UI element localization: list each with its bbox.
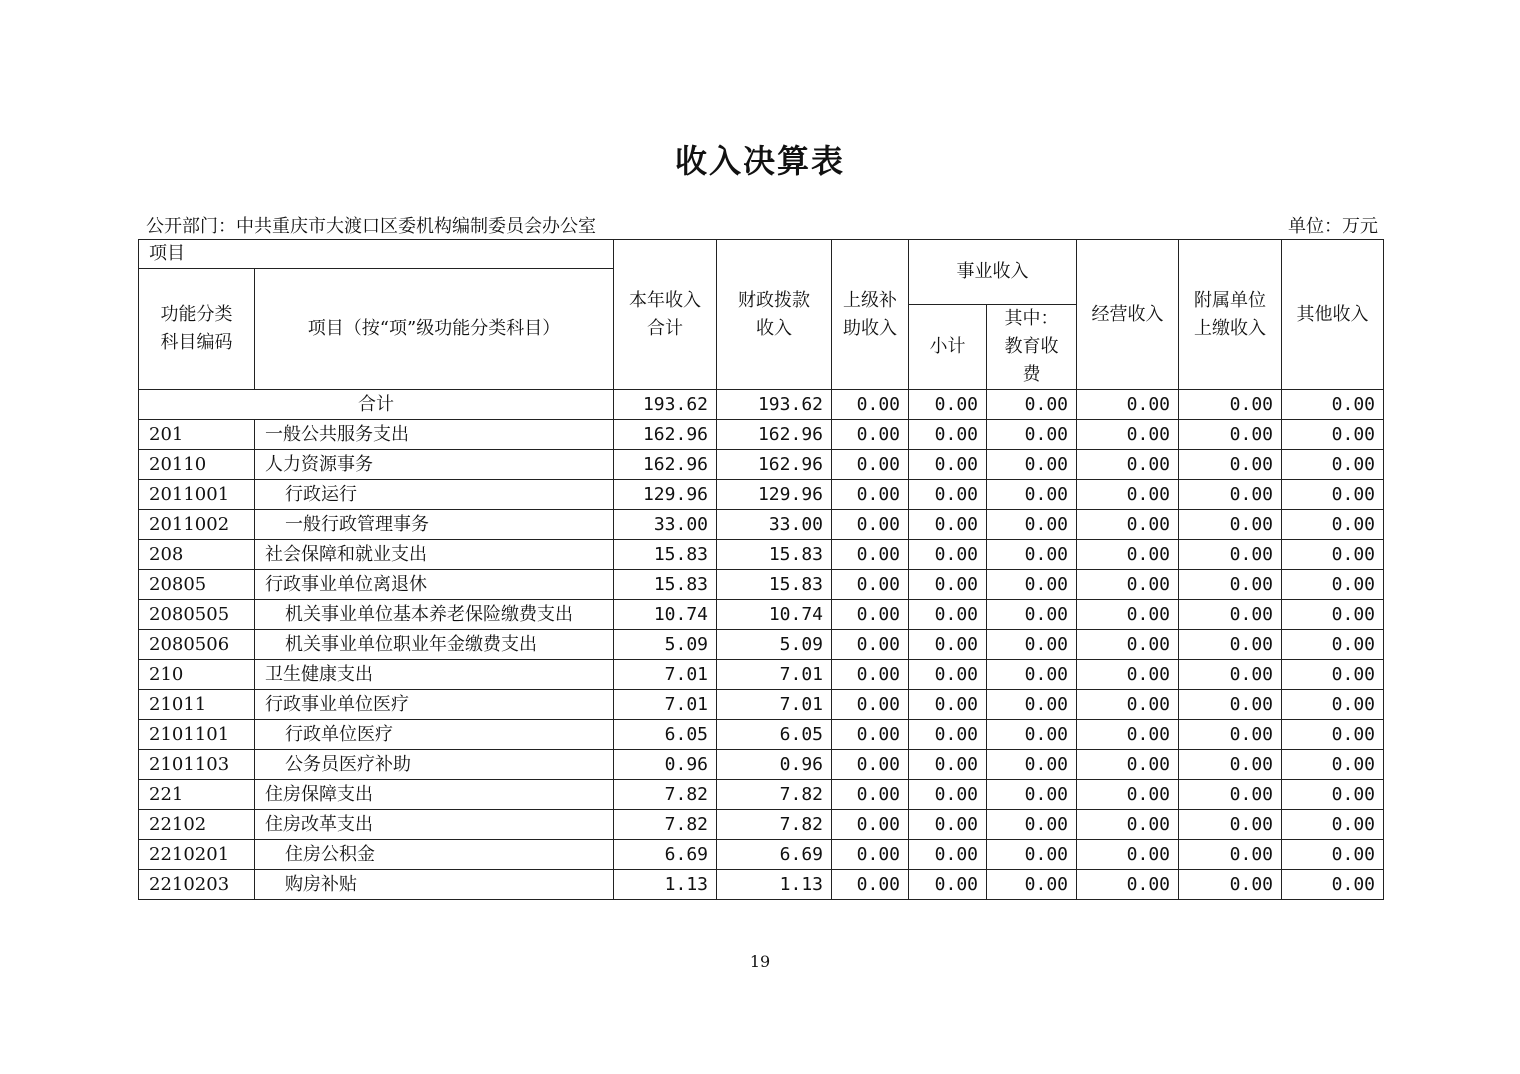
row-value: 0.00	[909, 630, 987, 660]
total-cell: 0.00	[987, 390, 1077, 420]
row-code: 210	[139, 660, 255, 690]
row-value: 0.00	[987, 540, 1077, 570]
row-code: 201	[139, 420, 255, 450]
row-value: 7.82	[614, 780, 717, 810]
row-value: 0.00	[909, 690, 987, 720]
row-value: 0.00	[832, 600, 909, 630]
row-code: 208	[139, 540, 255, 570]
table-row	[139, 660, 1384, 690]
row-value: 0.00	[909, 720, 987, 750]
row-value: 0.00	[1179, 480, 1282, 510]
row-value: 0.00	[1282, 480, 1384, 510]
row-value: 7.01	[614, 660, 717, 690]
row-value: 0.00	[1282, 690, 1384, 720]
row-name: 行政单位医疗	[255, 720, 614, 750]
row-value: 0.00	[987, 480, 1077, 510]
row-value: 0.00	[832, 870, 909, 900]
row-value: 15.83	[614, 570, 717, 600]
row-value: 0.00	[1077, 480, 1179, 510]
row-value: 7.82	[614, 810, 717, 840]
row-value: 0.00	[1282, 780, 1384, 810]
row-value: 0.00	[1077, 660, 1179, 690]
row-value: 0.00	[1282, 870, 1384, 900]
row-value: 0.00	[1179, 690, 1282, 720]
row-value: 0.00	[832, 750, 909, 780]
row-name: 行政事业单位离退休	[255, 570, 614, 600]
row-value: 0.00	[1282, 660, 1384, 690]
row-value: 0.00	[909, 480, 987, 510]
row-name: 公务员医疗补助	[255, 750, 614, 780]
row-name: 住房保障支出	[255, 780, 614, 810]
row-value: 0.00	[1282, 570, 1384, 600]
header-project-group: 项目	[139, 240, 614, 269]
row-value: 0.00	[1077, 570, 1179, 600]
row-value: 0.00	[832, 660, 909, 690]
table-row	[139, 630, 1384, 660]
row-value: 0.00	[832, 570, 909, 600]
row-value: 1.13	[717, 870, 832, 900]
table-row	[139, 600, 1384, 630]
header-superior	[832, 240, 909, 390]
table-row	[139, 510, 1384, 540]
total-label: 合计	[139, 390, 614, 420]
row-value: 0.00	[1077, 810, 1179, 840]
row-value: 0.00	[1179, 840, 1282, 870]
row-value: 0.00	[909, 510, 987, 540]
row-value: 0.00	[1179, 660, 1282, 690]
row-value: 15.83	[717, 570, 832, 600]
row-value: 0.00	[1077, 840, 1179, 870]
table-row	[139, 420, 1384, 450]
row-value: 0.00	[987, 450, 1077, 480]
page-number: 19	[749, 952, 771, 971]
row-value: 0.00	[1179, 510, 1282, 540]
row-value: 0.00	[1179, 420, 1282, 450]
row-value: 10.74	[717, 600, 832, 630]
row-value: 0.00	[987, 660, 1077, 690]
row-value: 0.00	[987, 870, 1077, 900]
row-name: 一般公共服务支出	[255, 420, 614, 450]
row-value: 162.96	[717, 450, 832, 480]
row-value: 5.09	[614, 630, 717, 660]
row-value: 0.00	[909, 450, 987, 480]
row-value: 0.00	[987, 690, 1077, 720]
row-code: 2210201	[139, 840, 255, 870]
row-value: 0.00	[832, 840, 909, 870]
row-value: 10.74	[614, 600, 717, 630]
row-name: 人力资源事务	[255, 450, 614, 480]
row-value: 0.00	[1077, 870, 1179, 900]
row-value: 0.00	[1077, 690, 1179, 720]
unit-label: 单位：万元	[1288, 216, 1378, 237]
row-value: 7.82	[717, 780, 832, 810]
row-value: 33.00	[614, 510, 717, 540]
total-cell: 0.00	[909, 390, 987, 420]
header-name: 项目（按“项”级功能分类科目）	[255, 269, 614, 390]
row-value: 0.00	[832, 690, 909, 720]
row-value: 162.96	[614, 450, 717, 480]
row-name: 行政运行	[255, 480, 614, 510]
row-value: 0.96	[717, 750, 832, 780]
row-value: 0.00	[909, 540, 987, 570]
row-value: 0.00	[1282, 810, 1384, 840]
row-value: 0.00	[909, 870, 987, 900]
header-career-group: 事业收入	[909, 240, 1077, 305]
row-value: 0.00	[909, 420, 987, 450]
row-code: 2101103	[139, 750, 255, 780]
total-cell: 193.62	[614, 390, 717, 420]
row-code: 2080506	[139, 630, 255, 660]
row-name: 住房改革支出	[255, 810, 614, 840]
row-value: 0.00	[909, 810, 987, 840]
row-value: 0.00	[1179, 720, 1282, 750]
row-name: 一般行政管理事务	[255, 510, 614, 540]
table-body	[139, 420, 1384, 900]
row-value: 0.00	[832, 510, 909, 540]
row-value: 0.00	[909, 660, 987, 690]
total-cell: 0.00	[1282, 390, 1384, 420]
row-value: 0.00	[1077, 510, 1179, 540]
row-value: 15.83	[614, 540, 717, 570]
row-value: 0.00	[1077, 450, 1179, 480]
row-value: 0.00	[832, 540, 909, 570]
row-value: 162.96	[614, 420, 717, 450]
row-value: 0.00	[832, 480, 909, 510]
row-value: 0.00	[987, 750, 1077, 780]
total-cell: 0.00	[1179, 390, 1282, 420]
row-value: 0.00	[1179, 750, 1282, 780]
header-affiliated-text: 附属单位 上缴收入	[1194, 289, 1266, 339]
row-value: 6.05	[614, 720, 717, 750]
row-value: 0.00	[1282, 420, 1384, 450]
row-code: 20805	[139, 570, 255, 600]
header-total-text: 本年收入 合计	[629, 289, 701, 339]
row-value: 0.00	[909, 780, 987, 810]
income-table	[138, 239, 1384, 900]
row-value: 0.00	[1077, 780, 1179, 810]
row-value: 0.00	[987, 420, 1077, 450]
row-name: 机关事业单位职业年金缴费支出	[255, 630, 614, 660]
row-value: 0.00	[832, 450, 909, 480]
row-value: 6.69	[614, 840, 717, 870]
header-affiliated	[1179, 240, 1282, 390]
page-title: 收入决算表	[674, 142, 845, 180]
row-value: 0.00	[1077, 750, 1179, 780]
row-value: 5.09	[717, 630, 832, 660]
row-value: 6.69	[717, 840, 832, 870]
header-career-education-text: 其中： 教育收 费	[1004, 308, 1059, 385]
header-fiscal	[717, 240, 832, 390]
row-name: 机关事业单位基本养老保险缴费支出	[255, 600, 614, 630]
total-cell: 0.00	[832, 390, 909, 420]
row-code: 221	[139, 780, 255, 810]
row-code: 22102	[139, 810, 255, 840]
row-value: 33.00	[717, 510, 832, 540]
row-value: 0.00	[987, 510, 1077, 540]
row-code: 2101101	[139, 720, 255, 750]
row-value: 0.00	[1179, 810, 1282, 840]
row-value: 0.00	[1077, 420, 1179, 450]
row-value: 0.00	[1179, 630, 1282, 660]
row-value: 0.00	[987, 840, 1077, 870]
row-value: 0.00	[1179, 450, 1282, 480]
row-value: 0.00	[909, 570, 987, 600]
row-value: 0.00	[987, 720, 1077, 750]
row-value: 0.00	[909, 600, 987, 630]
header-career-subtotal: 小计	[909, 305, 987, 390]
row-value: 0.00	[832, 420, 909, 450]
table-row	[139, 540, 1384, 570]
row-value: 7.01	[717, 690, 832, 720]
row-code: 2011001	[139, 480, 255, 510]
row-value: 6.05	[717, 720, 832, 750]
row-value: 0.00	[987, 810, 1077, 840]
row-name: 购房补贴	[255, 870, 614, 900]
row-name: 社会保障和就业支出	[255, 540, 614, 570]
row-value: 0.00	[1077, 540, 1179, 570]
row-value: 0.00	[1179, 600, 1282, 630]
table-row	[139, 840, 1384, 870]
table-row	[139, 780, 1384, 810]
row-code: 20110	[139, 450, 255, 480]
row-value: 0.00	[909, 840, 987, 870]
header-superior-text: 上级补 助收入	[843, 289, 897, 339]
row-value: 15.83	[717, 540, 832, 570]
row-value: 0.00	[1179, 870, 1282, 900]
row-value: 0.00	[1282, 750, 1384, 780]
row-name: 住房公积金	[255, 840, 614, 870]
row-value: 0.00	[987, 780, 1077, 810]
row-value: 0.00	[1282, 450, 1384, 480]
row-value: 7.01	[614, 690, 717, 720]
table-row	[139, 870, 1384, 900]
row-value: 0.00	[1282, 840, 1384, 870]
row-value: 129.96	[717, 480, 832, 510]
total-row	[139, 390, 1384, 420]
row-value: 129.96	[614, 480, 717, 510]
row-value: 0.00	[987, 570, 1077, 600]
header-total	[614, 240, 717, 390]
header-code-text: 功能分类 科目编码	[160, 304, 233, 353]
header-code	[139, 269, 255, 390]
header-other: 其他收入	[1282, 240, 1384, 390]
table-row	[139, 570, 1384, 600]
row-value: 0.00	[909, 750, 987, 780]
total-cell: 0.00	[1077, 390, 1179, 420]
table-row	[139, 450, 1384, 480]
row-code: 21011	[139, 690, 255, 720]
row-value: 0.00	[1282, 510, 1384, 540]
row-name: 卫生健康支出	[255, 660, 614, 690]
row-code: 2080505	[139, 600, 255, 630]
row-value: 0.00	[832, 630, 909, 660]
row-value: 0.00	[1282, 720, 1384, 750]
row-value: 0.00	[987, 630, 1077, 660]
row-value: 0.00	[1077, 630, 1179, 660]
header-operating: 经营收入	[1077, 240, 1179, 390]
header-career-education	[987, 305, 1077, 390]
row-value: 0.00	[1179, 780, 1282, 810]
row-value: 0.96	[614, 750, 717, 780]
row-value: 0.00	[1179, 570, 1282, 600]
row-value: 0.00	[987, 600, 1077, 630]
row-value: 1.13	[614, 870, 717, 900]
table-row	[139, 750, 1384, 780]
table-row	[139, 810, 1384, 840]
table-meta	[146, 212, 1378, 236]
row-code: 2011002	[139, 510, 255, 540]
row-value: 0.00	[832, 720, 909, 750]
row-value: 162.96	[717, 420, 832, 450]
row-value: 0.00	[1282, 600, 1384, 630]
table-row	[139, 720, 1384, 750]
department-label: 公开部门：中共重庆市大渡口区委机构编制委员会办公室	[146, 216, 596, 237]
row-value: 0.00	[1077, 600, 1179, 630]
row-value: 0.00	[832, 780, 909, 810]
row-value: 0.00	[1282, 540, 1384, 570]
row-value: 0.00	[832, 810, 909, 840]
header-fiscal-text: 财政拨款 收入	[738, 289, 810, 339]
table-row	[139, 690, 1384, 720]
row-value: 0.00	[1077, 720, 1179, 750]
row-name: 行政事业单位医疗	[255, 690, 614, 720]
row-value: 7.82	[717, 810, 832, 840]
row-value: 0.00	[1179, 540, 1282, 570]
row-value: 0.00	[1282, 630, 1384, 660]
row-value: 7.01	[717, 660, 832, 690]
table-row	[139, 480, 1384, 510]
row-code: 2210203	[139, 870, 255, 900]
total-cell: 193.62	[717, 390, 832, 420]
